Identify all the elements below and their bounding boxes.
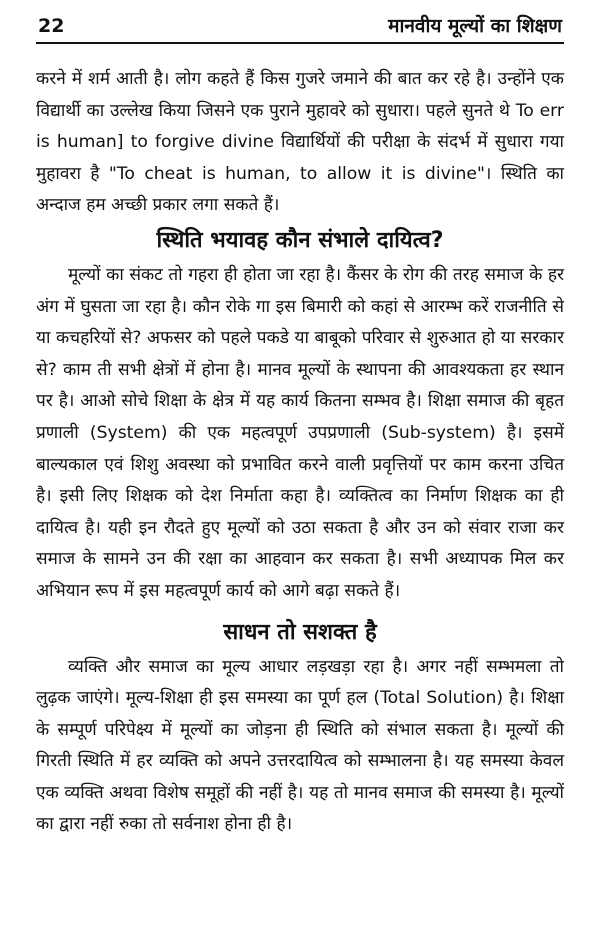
paragraph-continued: करने में शर्म आती है। लोग कहते हैं किस गुजरे जमाने की बात कर रहे है। उन्होंने एक विद्यार्थी का उल्लेख किया जिसने एक पुराने मुहावरे को सुधारा। पहले सुनते थे To err is human] to forgive divine विद्यार्थियों की परीक्षा के संदर्भ में सुधारा गया मुहावरा है "To cheat is human, to allow it is divine"। स्थिति का अन्दाज हम अच्छी प्रकार लगा सकते हैं।	[36, 69, 564, 216]
running-title: मानवीय मूल्यों का शिक्षण	[388, 15, 562, 37]
section-heading-means: साधन तो सशक्त है	[223, 619, 377, 645]
running-header	[36, 14, 564, 44]
page-number: 22	[38, 15, 65, 37]
paragraph-value-education: व्यक्ति और समाज का मूल्य आधार लड़खड़ा रहा है। अगर नहीं सम्भमला तो लुढ़क जाएंगे। मूल्य-शिक्षा ही इस समस्या का पूर्ण हल (Total Solution) है। शिक्षा के सम्पूर्ण परिपेक्ष्य में मूल्यों का जोड़ना ही स्थिति को संभाल सकता है। मूल्यों की गिरती स्थिति में हर व्यक्ति को अपने उत्तरदायित्व को सम्भालना है। यह समस्या केवल एक व्यक्ति अथवा विशेष समूहों की नहीं है। यह तो मानव समाज की समस्या है। मूल्यों का द्वारा नहीं रुका तो सर्वनाश होना ही है।	[36, 656, 564, 835]
page-body	[36, 44, 564, 841]
paragraph-values-crisis: मूल्यों का संकट तो गहरा ही होता जा रहा है। कैंसर के रोग की तरह समाज के हर अंग में घुसता जा रहा है। कौन रोके गा इस बिमारी को कहां से आरम्भ करें राजनीति से या कचहरियों से? अफसर को पहले पकडे या बाबूको परिवार से शुरुआत हो या सरकार से? काम ती सभी क्षेत्रों में होना है। मानव मूल्यों के स्थापना की आवश्यकता हर स्थान पर है। आओ सोचे शिक्षा के क्षेत्र में यह कार्य कितना सम्भव है। शिक्षा समाज की बृहत प्रणाली (System) की एक महत्वपूर्ण उपप्रणाली (Sub-system) है। इसमें बाल्यकाल एवं शिशु अवस्था को प्रभावित करने वाली प्रवृत्तियों पर काम करना उचित है। इसी लिए शिक्षक को देश निर्माता कहा है। व्यक्तित्व का निर्माण शिक्षक का ही दायित्व है। यही इन रौदते हुए मूल्यों को उठा सकता है और उन को संवार राजा कर समाज के सामने उन की रक्षा का आहवान कर सकता है। सभी अध्यापक मिल कर अभियान रूप में इस महत्वपूर्ण कार्य को आगे बढ़ा सकते हैं।	[36, 264, 564, 601]
section-heading-situation: स्थिति भयावह कौन संभाले दायित्व?	[156, 227, 444, 253]
